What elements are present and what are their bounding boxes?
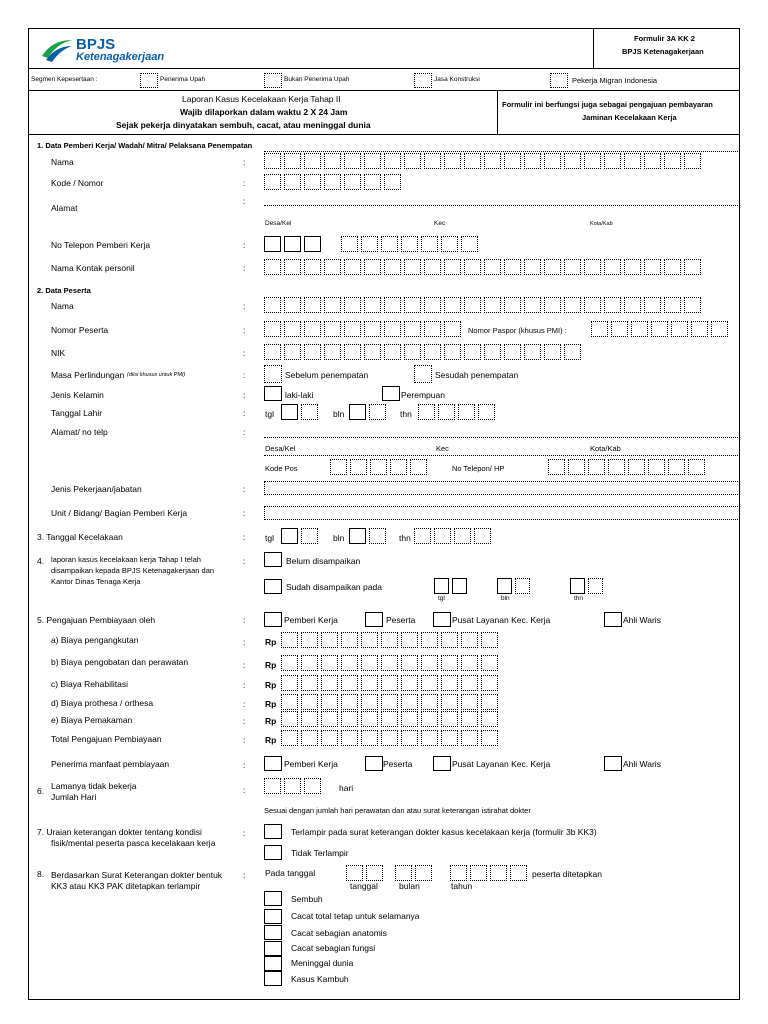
s1-desa-label: Desa/Kel — [265, 220, 292, 227]
s8-cacat-total-checkbox[interactable] — [264, 909, 282, 924]
s5-item-d: d) Biaya prothesa / orthesa — [51, 698, 154, 708]
colon: : — [243, 301, 246, 311]
s4-line-1: laporan kasus kecelakaan kerja Tahap I telah — [51, 555, 201, 564]
colon: : — [243, 157, 246, 167]
s5-pen-peserta-label: Peserta — [383, 759, 413, 769]
s2-perempuan-label: Perempuan — [401, 390, 445, 400]
colon: : — [243, 680, 246, 690]
s8-tahun-input[interactable] — [450, 865, 527, 881]
colon: : — [243, 484, 246, 494]
s2-desa-label: Desa/Kel — [265, 444, 296, 453]
colon: : — [243, 408, 246, 418]
s5-pen-pusat-label: Pusat Layanan Kec. Kerja — [452, 759, 551, 769]
colon: : — [243, 637, 246, 647]
s8-kambuh-label: Kasus Kambuh — [291, 974, 349, 984]
s3-bln-label: bln — [333, 533, 345, 543]
s7-terlampir-checkbox[interactable] — [264, 824, 282, 839]
s2-masa-label: Masa Perlindungan — [51, 370, 125, 380]
segmen-option-1: Penerima Upah — [160, 76, 206, 83]
rp-label: Rp — [265, 716, 277, 726]
segmen-checkbox-2[interactable] — [264, 73, 282, 88]
colon: : — [243, 828, 246, 838]
segmen-checkbox-4[interactable] — [550, 73, 568, 88]
segmen-option-4: Pekerja Migran Indonesia — [572, 76, 658, 85]
s5-pen-pemberi-checkbox[interactable] — [264, 756, 282, 771]
s2-nik-input[interactable] — [264, 344, 581, 360]
s5-item-c: c) Biaya Rehabilitasi — [51, 679, 129, 689]
colon: : — [243, 427, 246, 437]
s5-pusat-label: Pusat Layanan Kec. Kerja — [452, 615, 551, 625]
s3-bln-input[interactable] — [349, 528, 386, 544]
colon: : — [243, 196, 246, 206]
s6-num: 6. — [37, 786, 45, 796]
rp-label: Rp — [265, 660, 277, 670]
s2-perempuan-checkbox[interactable] — [382, 386, 400, 401]
s2-kodepos-input[interactable] — [330, 459, 427, 475]
s1-telp-input[interactable] — [264, 236, 478, 252]
s8-num: 8. — [37, 869, 45, 879]
s2-unit-label: Unit / Bidang/ Bagian Pemberi Kerja — [51, 508, 188, 518]
s2-nik-label: NIK — [51, 348, 66, 358]
s8-tahun-label: tahun — [451, 881, 473, 891]
colon: : — [243, 532, 246, 542]
segmen-option-3: Jasa Konstruksi — [434, 76, 480, 83]
segmen-option-2: Bukan Penerima Upah — [284, 76, 350, 83]
s5-item-d-input[interactable] — [281, 694, 498, 710]
segmen-checkbox-1[interactable] — [140, 73, 158, 88]
s2-laki-checkbox[interactable] — [264, 386, 282, 401]
s5-ahli-label: Ahli Waris — [623, 615, 661, 625]
s4-belum-checkbox[interactable] — [264, 552, 282, 567]
s7-line-2: fisik/mental peserta pasca kecelakaan kerja — [51, 838, 216, 848]
s7-tidak-checkbox[interactable] — [264, 845, 282, 860]
s4-sudah-label: Sudah disampaikan pada — [286, 582, 382, 592]
colon: : — [243, 325, 246, 335]
s8-meninggal-label: Meninggal dunia — [291, 958, 354, 968]
rp-label: Rp — [265, 637, 277, 647]
colon: : — [243, 263, 246, 273]
s5-item-b-input[interactable] — [281, 655, 498, 671]
s1-kota-label: Kota/Kab — [590, 221, 613, 227]
s2-pekerjaan-input[interactable] — [264, 481, 740, 495]
s5-pemberi-label: Pemberi Kerja — [284, 615, 338, 625]
s7-tidak-label: Tidak Terlampir — [291, 848, 349, 858]
s8-tanggal-label: tanggal — [350, 881, 378, 891]
s2-nama-input[interactable] — [264, 297, 701, 313]
s2-alamat-label: Alamat/ no telp — [51, 427, 108, 437]
s5-pen-pemberi-label: Pemberi Kerja — [284, 759, 338, 769]
s8-sembuh-checkbox[interactable] — [264, 891, 282, 906]
s2-hp-input[interactable] — [548, 459, 705, 475]
s3-thn-input[interactable] — [414, 528, 491, 544]
logo-sub: Ketenagakerjaan — [76, 51, 165, 63]
s8-cacat-anatomis-label: Cacat sebagian anatomis — [291, 928, 387, 938]
s1-kode-label: Kode / Nomor — [51, 178, 104, 188]
colon: : — [243, 556, 246, 566]
s2-sebelum-checkbox[interactable] — [264, 365, 282, 383]
s1-kontak-input[interactable] — [264, 259, 701, 275]
s4-thn-label: thn — [574, 595, 584, 602]
s1-kontak-label: Nama Kontak personil — [51, 263, 135, 273]
s2-nomor-label: Nomor Peserta — [51, 325, 109, 335]
note-2: Jaminan Kecelakaan Kerja — [582, 113, 677, 122]
s5-pen-pusat-checkbox[interactable] — [433, 756, 451, 771]
s2-sesudah-label: Sesudah penempatan — [435, 370, 519, 380]
s8-cacat-fungsi-label: Cacat sebagian fungsi — [291, 943, 376, 953]
s8-sembuh-label: Sembuh — [291, 894, 323, 904]
s4-tgl-input[interactable] — [434, 578, 467, 594]
s4-thn-input[interactable] — [570, 578, 603, 594]
s2-jk-label: Jenis Kelamin — [51, 390, 104, 400]
s2-hp-label: No Telepon/ HP — [452, 464, 505, 473]
rp-label: Rp — [265, 735, 277, 745]
s2-laki-label: laki-laki — [285, 390, 314, 400]
s5-item-b: b) Biaya pengobatan dan perawatan — [51, 657, 189, 667]
s5-total: Total Pengajuan Pembiayaan — [51, 734, 162, 744]
s5-item-a-input[interactable] — [281, 632, 498, 648]
s5-peserta-label: Peserta — [386, 615, 416, 625]
s2-pekerjaan-label: Jenis Pekerjaan/jabatan — [51, 484, 142, 494]
s8-line-1: Berdasarkan Surat Keterangan dokter bentuk — [51, 870, 223, 880]
s5-pen-ahli-label: Ahli Waris — [623, 759, 661, 769]
s5-item-a: a) Biaya pengangkutan — [51, 635, 139, 645]
rp-label: Rp — [265, 680, 277, 690]
s8-kambuh-checkbox[interactable] — [264, 971, 282, 986]
colon: : — [243, 178, 246, 188]
segmen-checkbox-3[interactable] — [414, 73, 432, 88]
s4-bln-label: bln — [501, 595, 510, 602]
colon: : — [243, 735, 246, 745]
s4-line-2: disampaikan kepada BPJS Ketenagakerjaan dan — [51, 566, 215, 575]
colon: : — [243, 716, 246, 726]
s4-bln-input[interactable] — [497, 578, 530, 594]
s1-kode-input[interactable] — [264, 174, 401, 190]
s5-total-input[interactable] — [281, 730, 498, 746]
colon: : — [243, 348, 246, 358]
colon: : — [243, 370, 246, 380]
form-org: BPJS Ketenagakerjaan — [622, 47, 704, 56]
s5-label: 5. Pengajuan Pembiayaan oleh — [37, 615, 156, 625]
s8-bulan-label: bulan — [399, 881, 420, 891]
s6-line-2: Jumlah Hari — [51, 792, 97, 802]
colon: : — [243, 508, 246, 518]
s5-pusat-checkbox[interactable] — [433, 612, 451, 627]
s2-sebelum-label: Sebelum penempatan — [285, 370, 369, 380]
s8-pada-label: Pada tanggal — [265, 868, 316, 878]
s2-paspor-label: Nomor Paspor (khusus PMI) : — [468, 326, 567, 335]
colon: : — [243, 699, 246, 709]
s8-cacat-total-label: Cacat total tetap untuk selamanya — [291, 911, 420, 921]
title-3: Sejak pekerja dinyatakan sembuh, cacat, atau meninggal dunia — [116, 120, 371, 130]
s2-nomor-input[interactable] — [264, 321, 461, 337]
segmen-label: Segmen Kepesertaan : — [31, 76, 98, 83]
s2-kota-label: Kota/Kab — [590, 444, 621, 453]
s1-alamat-input[interactable] — [264, 205, 740, 206]
s6-hari-label: hari — [339, 783, 354, 793]
s8-bulan-input[interactable] — [395, 865, 432, 881]
s5-pen-ahli-checkbox[interactable] — [604, 756, 622, 771]
colon: : — [243, 240, 246, 250]
s8-tanggal-input[interactable] — [346, 865, 383, 881]
title-1: Laporan Kasus Kecelakaan Kerja Tahap II — [182, 94, 341, 104]
s2-kec-label: Kec — [436, 444, 449, 453]
logo-title: BPJS — [76, 36, 116, 53]
s4-sudah-checkbox[interactable] — [264, 579, 282, 594]
s1-telp-label: No Telepon Pemberi Kerja — [51, 240, 151, 250]
s5-ahli-checkbox[interactable] — [604, 612, 622, 627]
s2-unit-input[interactable] — [264, 506, 740, 520]
s2-sesudah-checkbox[interactable] — [414, 365, 432, 383]
s1-kec-label: Kec — [434, 220, 446, 227]
title-2: Wajib dilaporkan dalam waktu 2 X 24 Jam — [180, 107, 348, 117]
rp-label: Rp — [265, 699, 277, 709]
note-1: Formulir ini berfungsi juga sebagai pengajuan pembayaran — [502, 100, 713, 109]
colon: : — [243, 870, 246, 880]
s7-terlampir-label: Terlampir pada surat keterangan dokter kasus kecelakaan kerja (formulir 3b KK3) — [291, 827, 597, 837]
s5-peserta-checkbox[interactable] — [365, 612, 383, 627]
s3-tgl-label: tgl — [265, 533, 274, 543]
colon: : — [243, 785, 246, 795]
s3-thn-label: thn — [399, 533, 411, 543]
s6-note: Sesuai dengan jumlah hari perawatan dan atau surat keterangan istirahat dokter — [264, 806, 531, 815]
colon: : — [243, 760, 246, 770]
colon: : — [243, 660, 246, 670]
s4-tgl-label: tgl — [438, 595, 445, 602]
s2-paspor-input[interactable] — [591, 321, 728, 337]
bpjs-logo — [40, 36, 74, 67]
s2-bln-input[interactable] — [349, 404, 386, 420]
s2-bln-label: bln — [333, 409, 345, 419]
s1-alamat-label: Alamat — [51, 203, 78, 213]
s3-label: 3. Tanggal Kecelakaan — [37, 532, 123, 542]
s8-meninggal-checkbox[interactable] — [264, 956, 282, 971]
s2-kodepos-label: Kode Pos — [265, 464, 298, 473]
s2-tgl-label: tgl — [265, 409, 274, 419]
s8-ditetapkan-label: peserta ditetapkan — [532, 869, 602, 879]
s2-tgl-input[interactable] — [281, 404, 318, 420]
colon: : — [243, 615, 246, 625]
s4-num: 4. — [37, 556, 45, 566]
s1-title: 1. Data Pemberi Kerja/ Wadah/ Mitra/ Pelaksana Penempatan — [37, 141, 253, 150]
s4-belum-label: Belum disampaikan — [286, 556, 361, 566]
form-code: Formulir 3A KK 2 — [634, 34, 695, 43]
s5-item-c-input[interactable] — [281, 675, 498, 691]
s4-line-3: Kantor Dinas Tenaga Kerja — [51, 577, 141, 586]
s2-masa-note: (diisi khusus untuk PMI) — [127, 372, 186, 378]
s2-thn-input[interactable] — [418, 404, 495, 420]
s2-title: 2. Data Peserta — [37, 286, 91, 295]
s5-item-e-input[interactable] — [281, 711, 498, 727]
s1-nama-label: Nama — [51, 157, 74, 167]
s2-nama-label: Nama — [51, 301, 74, 311]
s5-pen-peserta-checkbox[interactable] — [365, 756, 383, 771]
s2-alamat-input[interactable] — [264, 437, 740, 438]
s7-line-1: 7. Uraian keterangan dokter tentang kondisi — [37, 827, 202, 837]
s1-nama-input[interactable] — [264, 153, 701, 169]
s8-line-2: KK3 atau KK3 PAK ditetapkan terlampir — [51, 881, 201, 891]
s3-tgl-input[interactable] — [281, 528, 318, 544]
s8-cacat-fungsi-checkbox[interactable] — [264, 941, 282, 956]
s5-pemberi-checkbox[interactable] — [264, 612, 282, 627]
s5-item-e: e) Biaya Pemakaman — [51, 715, 133, 725]
s2-thn-label: thn — [400, 409, 412, 419]
colon: : — [243, 390, 246, 400]
s8-cacat-anatomis-checkbox[interactable] — [264, 925, 282, 940]
s6-hari-input[interactable] — [264, 778, 321, 794]
s6-line-1: Lamanya tidak bekerja — [51, 781, 137, 791]
s2-lahir-label: Tanggal Lahir — [51, 408, 103, 418]
bpjs-logo-icon — [40, 36, 74, 62]
s5-penerima-label: Penerima manfaat pembiayaan — [51, 759, 170, 769]
